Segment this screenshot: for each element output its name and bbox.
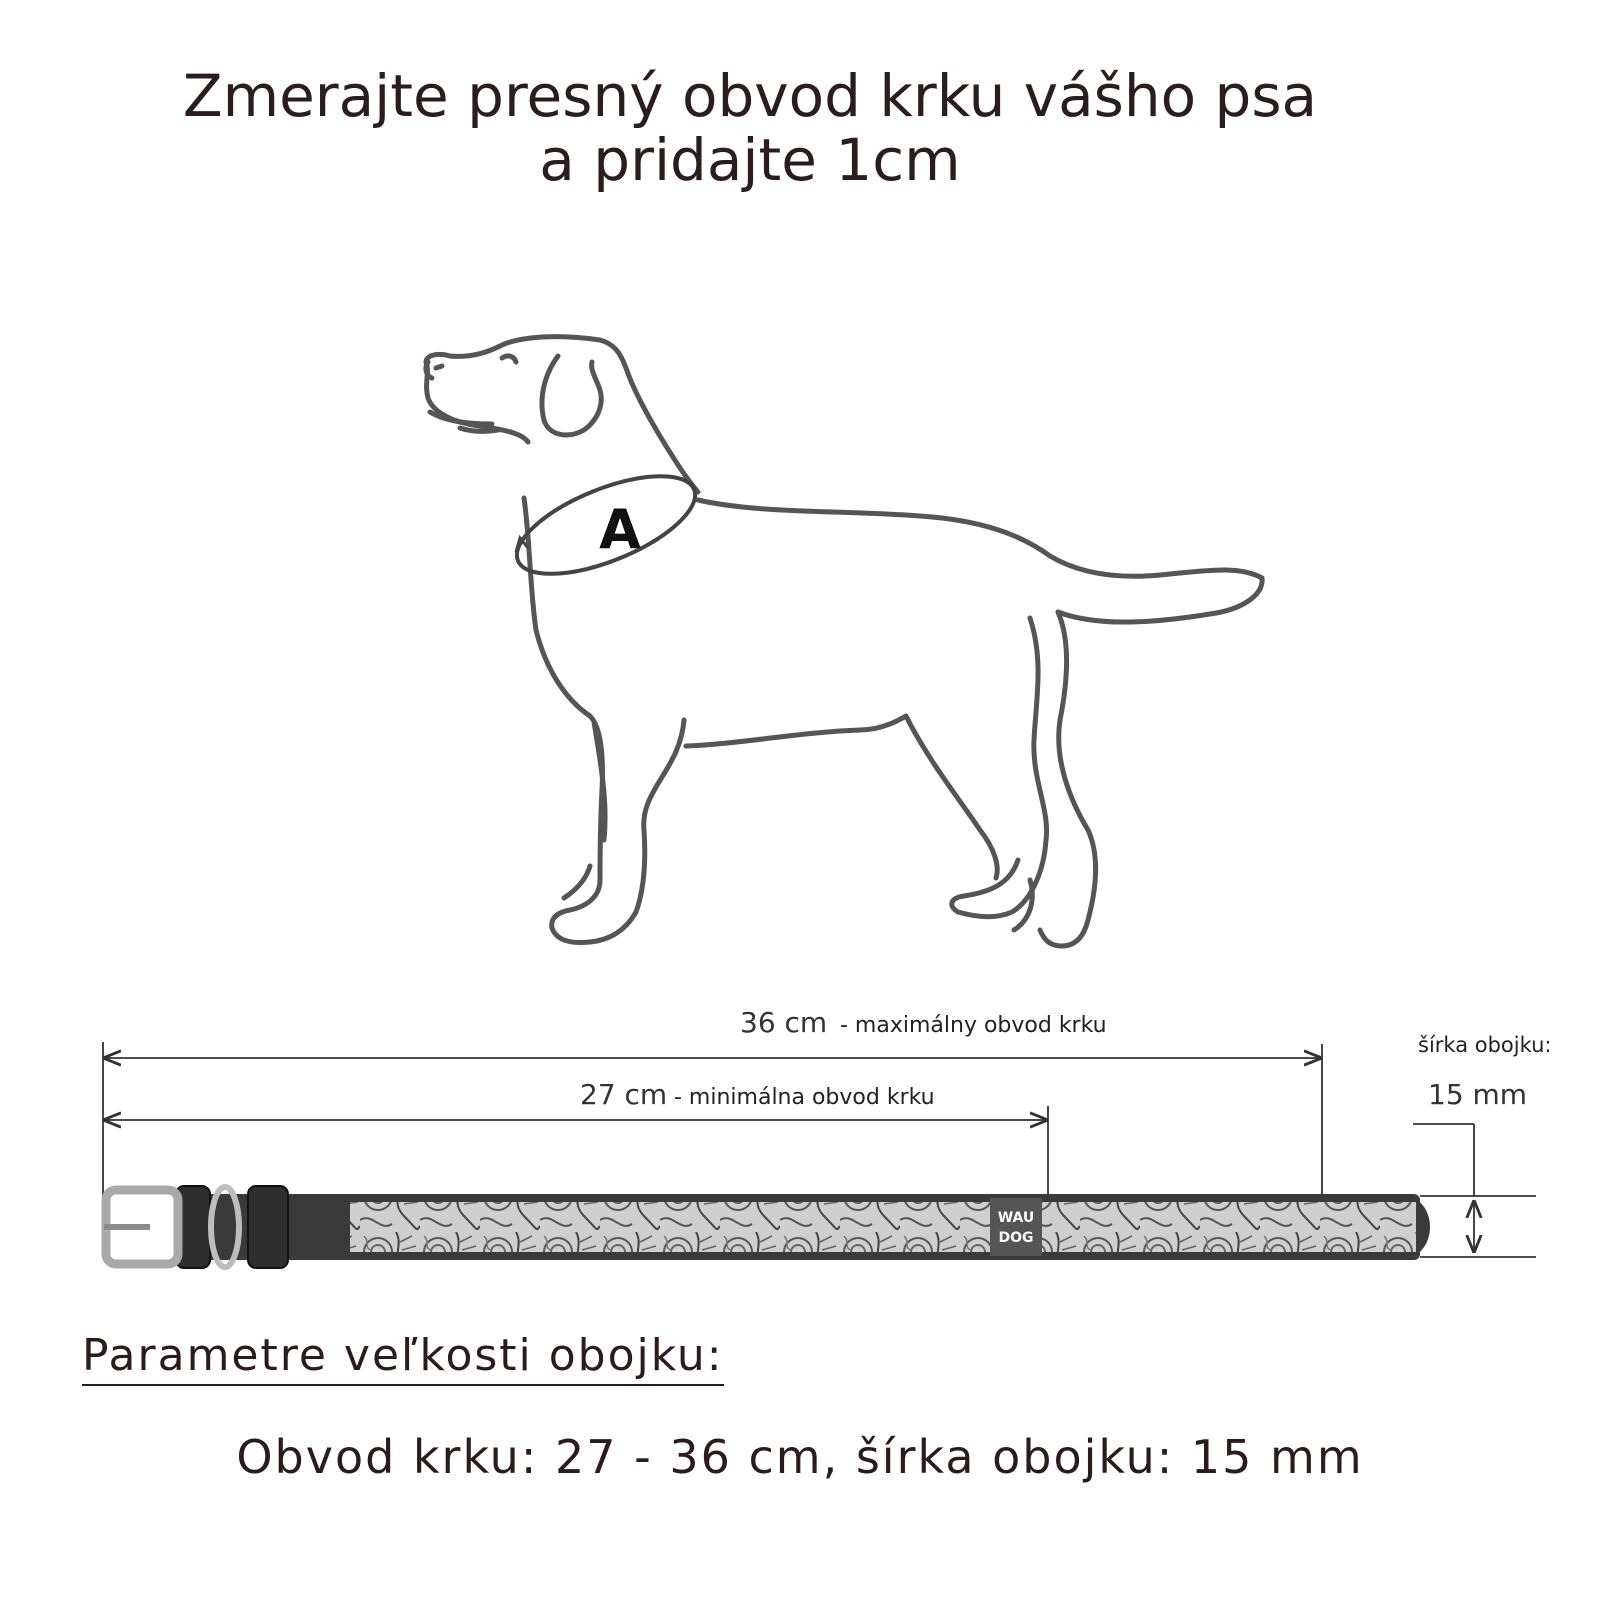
- section-heading: Parametre veľkosti obojku:: [82, 1330, 724, 1386]
- dog-outline-icon: [426, 337, 1262, 946]
- brand-tag-line1: WAU: [997, 1210, 1035, 1226]
- collar-pattern: [350, 1202, 1416, 1252]
- max-dimension-label: - maximálny obvod krku: [840, 1013, 1107, 1038]
- max-dimension-value: 36 cm: [740, 1006, 828, 1039]
- brand-tag-line2: DOG: [998, 1230, 1034, 1246]
- min-dimension-label: - minimálna obvod krku: [674, 1085, 935, 1110]
- width-label: šírka obojku:: [1418, 1033, 1552, 1057]
- page-title-line-1: Zmerajte presný obvod krku vášho psa: [182, 62, 1318, 130]
- min-dimension-value: 27 cm: [580, 1078, 668, 1111]
- width-value: 15 mm: [1428, 1078, 1528, 1111]
- page-title-line-2: a pridajte 1cm: [539, 126, 961, 194]
- brand-tag: [990, 1198, 1042, 1256]
- collar-illustration: [104, 1186, 1430, 1268]
- neck-measure-label: A: [599, 498, 641, 561]
- size-summary: Obvod krku: 27 - 36 cm, šírka obojku: 15 mm: [236, 1430, 1364, 1484]
